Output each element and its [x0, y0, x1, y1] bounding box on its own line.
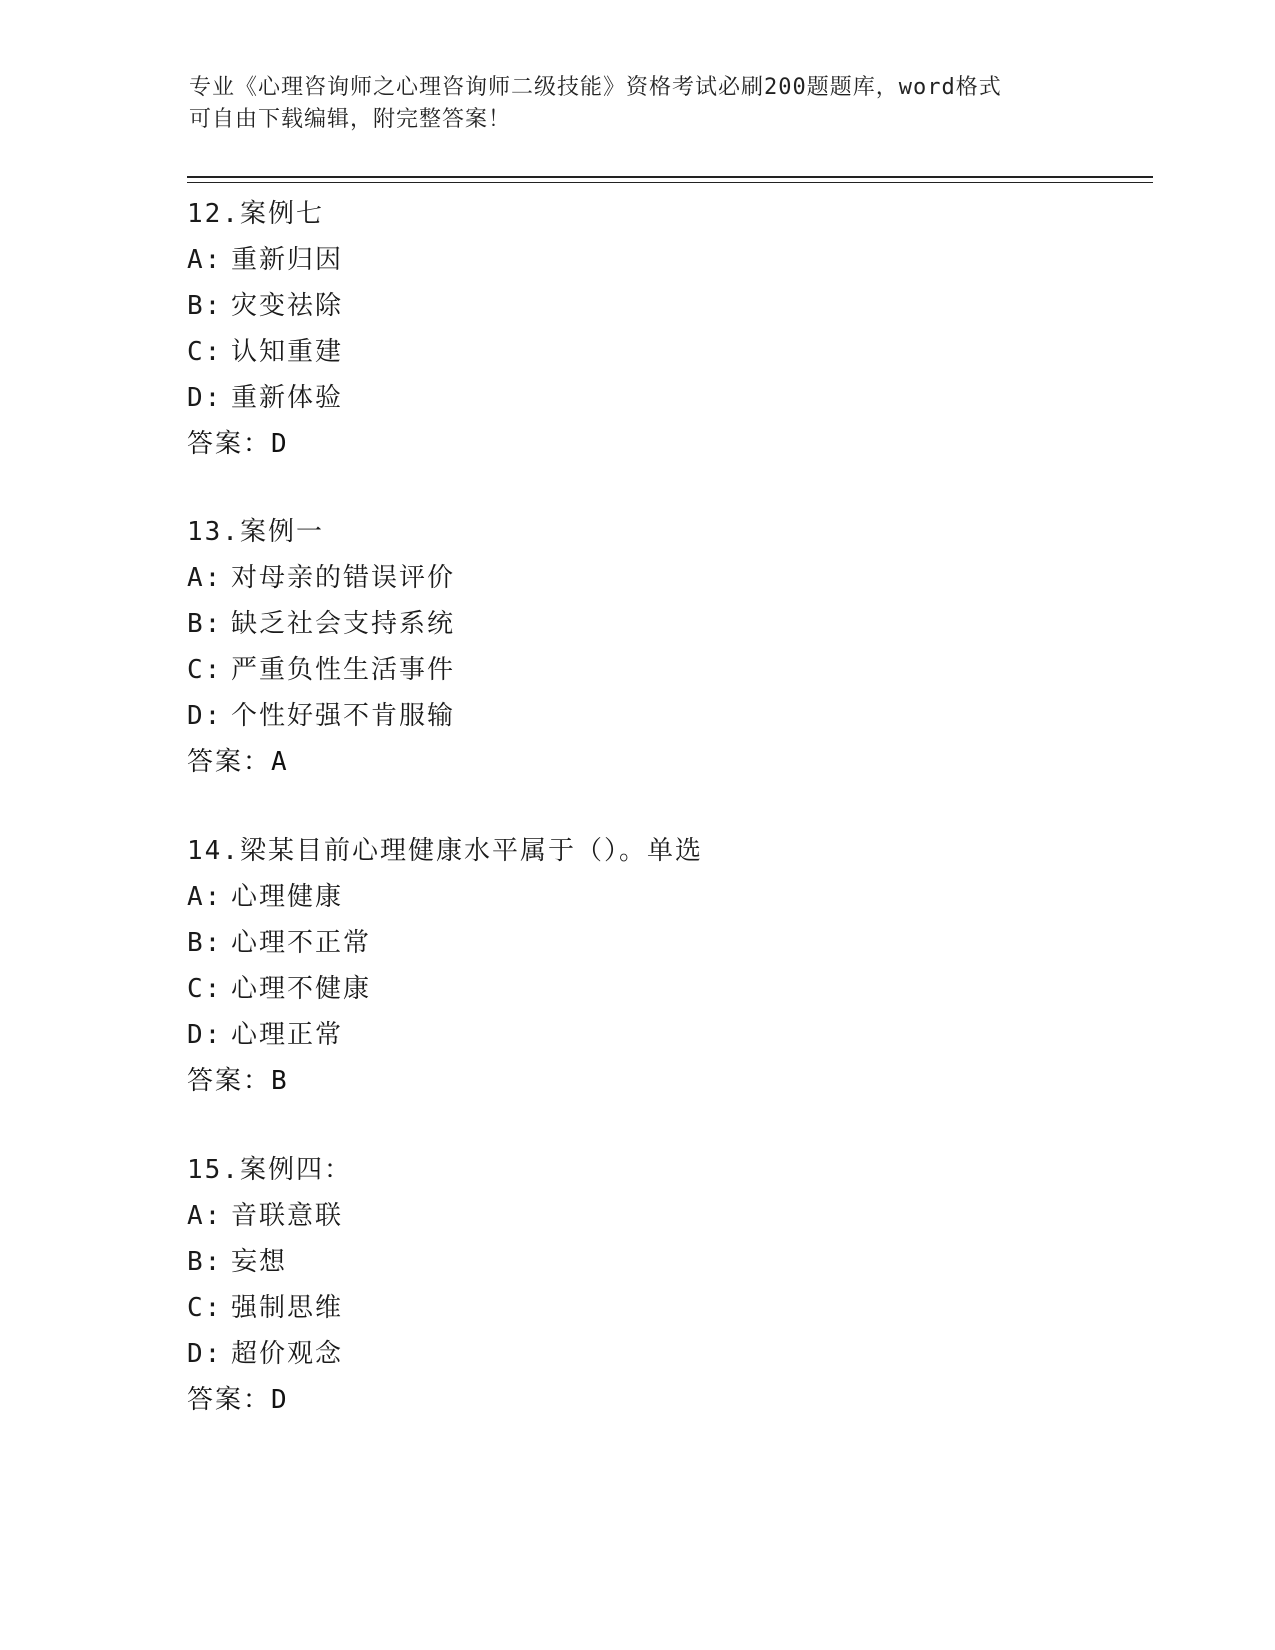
option-label: D:: [187, 1020, 223, 1050]
option-c: [187, 329, 1087, 375]
question-stem: 15.案例四：: [187, 1155, 352, 1185]
option-label: D:: [187, 383, 223, 413]
option-a: [187, 555, 1087, 601]
answer-line: 答案：A: [187, 747, 289, 777]
option-label: B:: [187, 1247, 223, 1277]
option-label: A:: [187, 882, 223, 912]
option-label: A:: [187, 245, 223, 275]
option-text: 心理正常: [231, 1020, 344, 1050]
option-text: 重新归因: [231, 245, 344, 275]
header-line-1: 专业《心理咨询师之心理咨询师二级技能》资格考试必刷200题题库，word格式: [189, 75, 1002, 100]
header-divider-thin: [187, 182, 1153, 183]
question-stem: 14.梁某目前心理健康水平属于（）。单选: [187, 836, 703, 866]
question-12: [187, 191, 1087, 467]
question-14: [187, 828, 1087, 1104]
question-stem: 12.案例七: [187, 199, 324, 229]
option-text: 心理健康: [231, 882, 344, 912]
option-text: 个性好强不肯服输: [231, 701, 456, 731]
option-b: [187, 1239, 1087, 1285]
document-header: [189, 72, 1069, 136]
option-c: [187, 966, 1087, 1012]
option-text: 音联意联: [231, 1201, 344, 1231]
option-label: C:: [187, 655, 223, 685]
option-label: C:: [187, 974, 223, 1004]
option-text: 妄想: [231, 1247, 288, 1277]
option-label: D:: [187, 1339, 223, 1369]
option-text: 认知重建: [231, 337, 344, 367]
option-text: 对母亲的错误评价: [231, 563, 456, 593]
answer-line: 答案：B: [187, 1066, 289, 1096]
header-line-2: 可自由下载编辑，附完整答案！: [189, 107, 512, 132]
option-label: C:: [187, 337, 223, 367]
option-text: 心理不正常: [231, 928, 372, 958]
option-text: 严重负性生活事件: [231, 655, 456, 685]
option-label: B:: [187, 291, 223, 321]
header-divider-thick: [187, 176, 1153, 178]
answer-line: 答案：D: [187, 429, 289, 459]
option-label: A:: [187, 563, 223, 593]
option-d: [187, 1331, 1087, 1377]
question-15: [187, 1147, 1087, 1423]
option-text: 超价观念: [231, 1339, 344, 1369]
option-d: [187, 1012, 1087, 1058]
option-text: 缺乏社会支持系统: [231, 609, 456, 639]
answer-line: 答案：D: [187, 1385, 289, 1415]
option-a: [187, 237, 1087, 283]
option-d: [187, 375, 1087, 421]
option-text: 灾变祛除: [231, 291, 344, 321]
option-label: C:: [187, 1293, 223, 1323]
option-c: [187, 647, 1087, 693]
option-c: [187, 1285, 1087, 1331]
question-stem: 13.案例一: [187, 517, 324, 547]
option-label: B:: [187, 928, 223, 958]
option-b: [187, 920, 1087, 966]
option-text: 强制思维: [231, 1293, 344, 1323]
question-13: [187, 509, 1087, 785]
option-b: [187, 283, 1087, 329]
option-text: 心理不健康: [231, 974, 372, 1004]
option-b: [187, 601, 1087, 647]
option-a: [187, 874, 1087, 920]
option-d: [187, 693, 1087, 739]
option-text: 重新体验: [231, 383, 344, 413]
option-label: A:: [187, 1201, 223, 1231]
option-a: [187, 1193, 1087, 1239]
option-label: D:: [187, 701, 223, 731]
option-label: B:: [187, 609, 223, 639]
